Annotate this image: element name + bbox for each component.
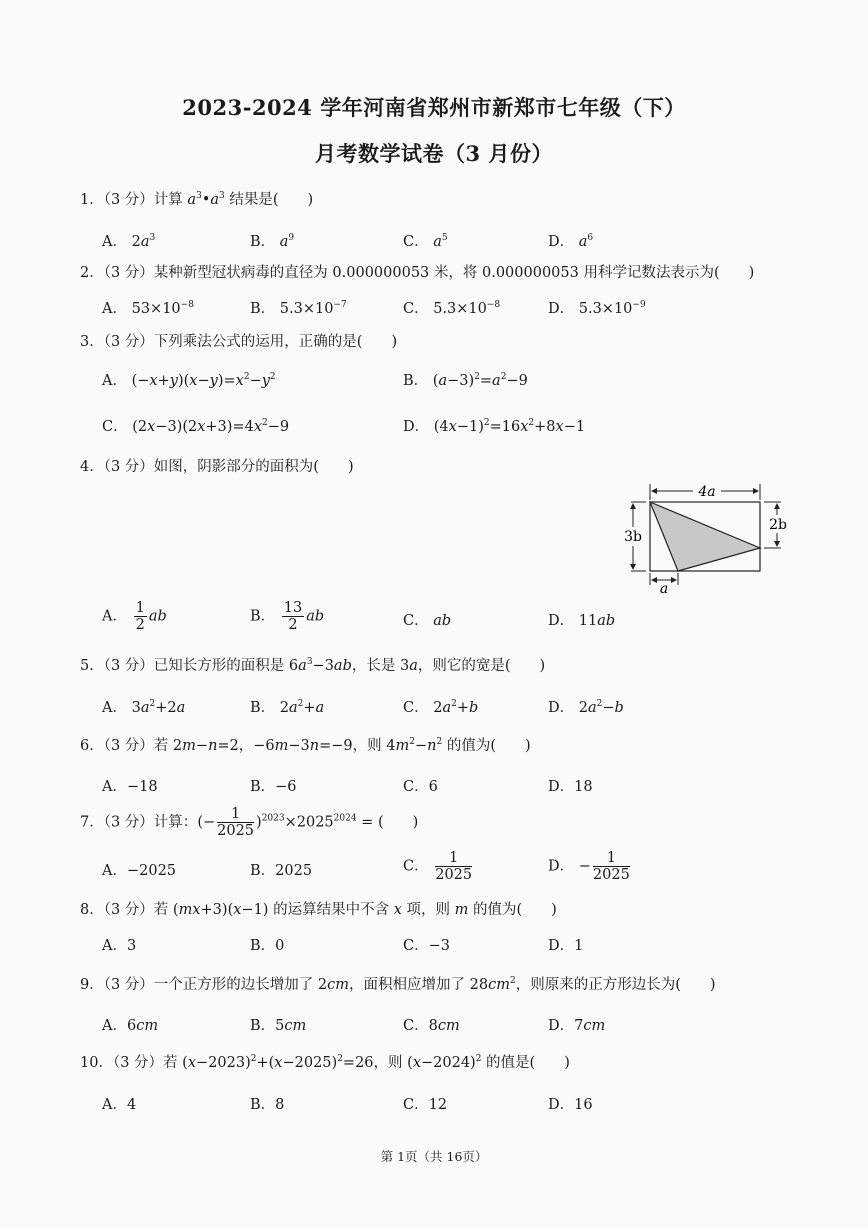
q4-figure: [615, 480, 795, 596]
q7-option-c: C． $\frac{1}{2025}$: [403, 850, 473, 883]
q5-option-c: C． $2a^2+b$: [403, 699, 479, 716]
question-5: 5．（3 分）已知长方形的面积是 $6a^3-3ab$，长是 3a，则它的宽是( ): [80, 657, 546, 674]
q10-option-b: B．8: [250, 1097, 285, 1113]
question-1: 1．（3 分）计算 $a^3•a^3$ 结果是( ): [80, 191, 314, 208]
q9-option-a: A．6cm: [102, 1018, 159, 1034]
figure-label-bottom: a: [659, 581, 669, 596]
page-footer: 第 1页（共 16页）: [380, 1149, 488, 1164]
q1-option-d: D． $a^6$: [548, 233, 594, 250]
q9-option-b: B．5cm: [250, 1018, 307, 1034]
q6-option-c: C．6: [403, 779, 438, 795]
question-8: 8．（3 分）若 (mx+3)(x−1) 的运算结果中不含 x 项，则 m 的值为( ): [80, 902, 557, 918]
q6-option-a: A．−18: [102, 779, 158, 795]
question-7: 7．（3 分）计算：(− $\frac{1}{2025}$ )$^{2023}\times 2025^{2024}$ = ( ): [80, 806, 419, 839]
q6-option-d: D．18: [548, 779, 593, 795]
q4-option-a: A． $\frac{1}{2}$ ab: [102, 600, 167, 633]
exam-title-line1: 2023-2024 学年河南省郑州市新郑市七年级（下）: [182, 95, 686, 120]
q7-option-d: D． − $\frac{1}{2025}$: [548, 850, 630, 883]
q1-stem: 1．（3 分）计算: [80, 192, 188, 208]
q6-option-b: B．−6: [250, 779, 297, 795]
q1-option-b: B． $a^9$: [250, 233, 295, 250]
q9-option-c: C．8cm: [403, 1018, 460, 1034]
figure-label-top: 4a: [698, 484, 716, 500]
q1-option-a: A． $2a^3$: [102, 233, 156, 250]
question-3: 3．（3 分）下列乘法公式的运用，正确的是( ): [80, 334, 398, 350]
q2-option-a: A． $53\times 10^{-8}$: [102, 300, 194, 317]
q8-option-d: D．1: [548, 938, 584, 954]
q4-option-b: B． $\frac{13}{2}$ ab: [250, 600, 325, 633]
figure-label-left: 3b: [624, 529, 642, 545]
q3-option-c: C． $(2x-3)(2x+3)=4x^2-9$: [102, 418, 290, 435]
question-2: 2．（3 分）某种新型冠状病毒的直径为 0.000000053 米，将 0.000000053 用科学记数法表示为( ): [80, 265, 755, 281]
q8-option-a: A．3: [102, 938, 137, 954]
figure-shaded-region: [650, 502, 760, 571]
q9-option-d: D．7cm: [548, 1018, 606, 1034]
q3-option-d: D． $(4x-1)^2=16x^2+8x-1$: [403, 418, 586, 435]
q3-option-b: B． $(a-3)^2=a^2-9$: [403, 372, 528, 389]
q1-tail: 结果是( ): [224, 192, 314, 208]
q7-option-b: B．2025: [250, 863, 313, 879]
exam-title-line2: 月考数学试卷（3 月份）: [315, 141, 553, 166]
q4-option-c: C． ab: [403, 613, 452, 629]
q2-option-c: C． $5.3\times 10^{-8}$: [403, 300, 501, 317]
question-10: 10．（3 分）若 $(x-2023)^2+(x-2025)^2=26$，则 $(x-2024)^2$ 的值是( ): [80, 1054, 570, 1071]
q7-option-a: A．−2025: [102, 863, 177, 879]
figure-label-right: 2b: [769, 517, 787, 533]
q10-option-a: A．4: [102, 1097, 137, 1113]
q3-option-a: A． $(-x+y)(x-y)=x^2-y^2$: [102, 372, 276, 389]
q5-option-a: A． $3a^2+2a$: [102, 699, 186, 716]
q5-option-b: B． $2a^2+a$: [250, 699, 325, 716]
q2-option-b: B． $5.3\times 10^{-7}$: [250, 300, 347, 317]
q2-option-d: D． $5.3\times 10^{-9}$: [548, 300, 646, 317]
q10-option-d: D．16: [548, 1097, 593, 1113]
q4-option-d: D． 11ab: [548, 613, 616, 629]
q10-option-c: C．12: [403, 1097, 448, 1113]
question-4: 4．（3 分）如图，阴影部分的面积为( ): [80, 459, 354, 475]
q8-option-b: B．0: [250, 938, 285, 954]
question-9: 9．（3 分）一个正方形的边长增加了 2cm，面积相应增加了 $28cm^2$，则原来的正方形边长为( ): [80, 976, 716, 993]
q1-option-c: C． $a^5$: [403, 233, 448, 250]
question-6: 6．（3 分）若 2m−n=2，−6m−3n=−9，则 $4m^2-n^2$ 的值为( ): [80, 737, 531, 754]
q5-option-d: D． $2a^2-b$: [548, 699, 624, 716]
q8-option-c: C．−3: [403, 938, 450, 954]
